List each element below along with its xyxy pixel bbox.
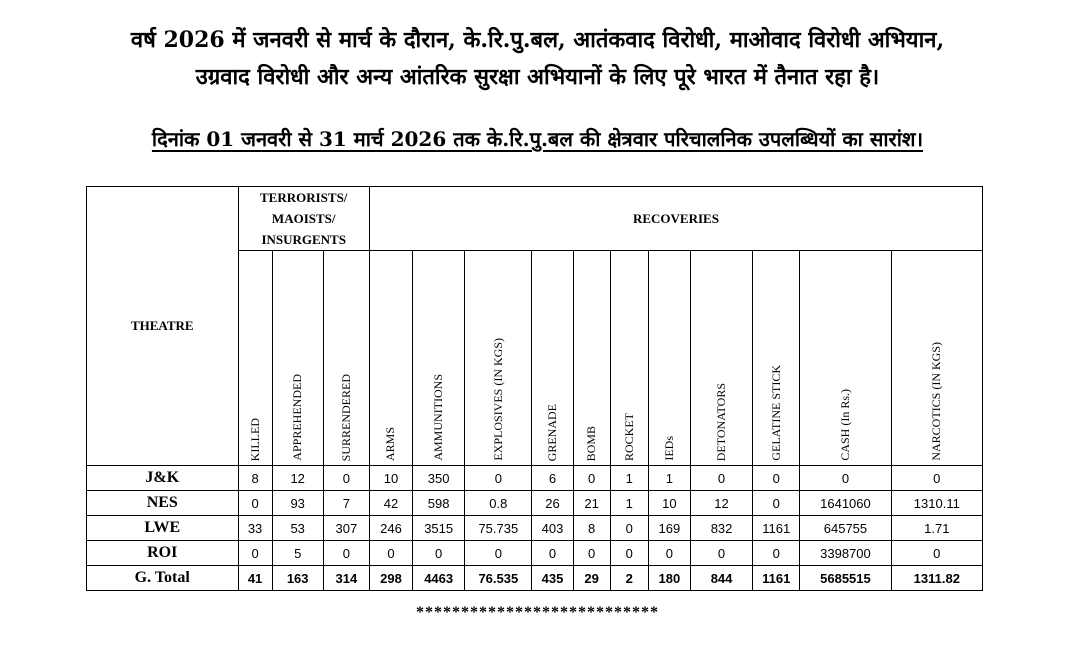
table-row: [87, 541, 983, 566]
value-cell: 0: [238, 541, 272, 566]
column-header: EXPLOSIVES (IN KGS): [465, 251, 532, 466]
value-cell: 41: [238, 566, 272, 591]
table-row: [87, 516, 983, 541]
value-cell: 403: [532, 516, 573, 541]
value-cell: 844: [690, 566, 752, 591]
value-cell: 307: [323, 516, 369, 541]
value-cell: 8: [238, 466, 272, 491]
value-cell: 180: [648, 566, 690, 591]
value-cell: 0: [465, 541, 532, 566]
value-cell: 53: [272, 516, 323, 541]
value-cell: 350: [413, 466, 465, 491]
value-cell: 2: [610, 566, 648, 591]
value-cell: 1161: [753, 566, 800, 591]
column-header: ROCKET: [610, 251, 648, 466]
column-header: KILLED: [238, 251, 272, 466]
value-cell: 0: [610, 541, 648, 566]
value-cell: 5: [272, 541, 323, 566]
table-title: [0, 124, 1075, 154]
value-cell: 4463: [413, 566, 465, 591]
column-header: GELATINE STICK: [753, 251, 800, 466]
table-title-text: दिनांक 01 जनवरी से 31 मार्च 2026 तक के.रि.पु.बल की क्षेत्रवार परिचालनिक उपलब्धियों का सारांश।: [151, 127, 924, 151]
group-header-row: [87, 187, 983, 251]
value-cell: 10: [648, 491, 690, 516]
intro-paragraph: [60, 22, 1015, 96]
value-cell: 5685515: [800, 566, 891, 591]
value-cell: 0: [238, 491, 272, 516]
value-cell: 1: [610, 466, 648, 491]
column-header: AMMUNITIONS: [413, 251, 465, 466]
value-cell: 1641060: [800, 491, 891, 516]
value-cell: 8: [573, 516, 610, 541]
theatre-cell: ROI: [87, 541, 239, 566]
theatre-header: THEATRE: [87, 187, 239, 466]
value-cell: 1: [648, 466, 690, 491]
value-cell: 1: [610, 491, 648, 516]
operations-summary-table: [86, 186, 983, 591]
table-row: [87, 491, 983, 516]
value-cell: 298: [369, 566, 412, 591]
column-header: DETONATORS: [690, 251, 752, 466]
value-cell: 0: [573, 541, 610, 566]
value-cell: 12: [272, 466, 323, 491]
column-header: GRENADE: [532, 251, 573, 466]
value-cell: 1311.82: [891, 566, 982, 591]
theatre-cell: NES: [87, 491, 239, 516]
terrorists-group-header: TERRORISTS/ MAOISTS/ INSURGENTS: [238, 187, 369, 251]
column-header: ARMS: [369, 251, 412, 466]
value-cell: 0: [800, 466, 891, 491]
column-header: APPREHENDED: [272, 251, 323, 466]
value-cell: 75.735: [465, 516, 532, 541]
value-cell: 435: [532, 566, 573, 591]
value-cell: 0: [753, 541, 800, 566]
value-cell: 0: [532, 541, 573, 566]
value-cell: 6: [532, 466, 573, 491]
value-cell: 0: [648, 541, 690, 566]
value-cell: 0.8: [465, 491, 532, 516]
column-header: BOMB: [573, 251, 610, 466]
value-cell: 10: [369, 466, 412, 491]
value-cell: 832: [690, 516, 752, 541]
value-cell: 645755: [800, 516, 891, 541]
intro-line-2: उग्रवाद विरोधी और अन्य आंतरिक सुरक्षा अभियानों के लिए पूरे भारत में तैनात रहा है।: [195, 64, 880, 90]
value-cell: 314: [323, 566, 369, 591]
intro-line-1: वर्ष 2026 में जनवरी से मार्च के दौरान, के.रि.पु.बल, आतंकवाद विरोधी, माओवाद विरोधी अभियान,: [130, 27, 945, 53]
value-cell: 0: [753, 491, 800, 516]
value-cell: 93: [272, 491, 323, 516]
value-cell: 21: [573, 491, 610, 516]
value-cell: 0: [369, 541, 412, 566]
grand-total-row: [87, 566, 983, 591]
value-cell: 0: [690, 466, 752, 491]
value-cell: 29: [573, 566, 610, 591]
column-header: NARCOTICS (IN KGS): [891, 251, 982, 466]
value-cell: 0: [753, 466, 800, 491]
value-cell: 1161: [753, 516, 800, 541]
value-cell: 163: [272, 566, 323, 591]
value-cell: 0: [465, 466, 532, 491]
value-cell: 0: [323, 466, 369, 491]
value-cell: 0: [891, 466, 982, 491]
value-cell: 0: [413, 541, 465, 566]
value-cell: 3515: [413, 516, 465, 541]
column-header: IEDs: [648, 251, 690, 466]
theatre-cell: G. Total: [87, 566, 239, 591]
value-cell: 26: [532, 491, 573, 516]
column-header: SURRENDERED: [323, 251, 369, 466]
value-cell: 12: [690, 491, 752, 516]
value-cell: 76.535: [465, 566, 532, 591]
value-cell: 0: [891, 541, 982, 566]
value-cell: 598: [413, 491, 465, 516]
value-cell: 1.71: [891, 516, 982, 541]
value-cell: 0: [573, 466, 610, 491]
column-header: CASH (In Rs.): [800, 251, 891, 466]
table-row: [87, 466, 983, 491]
value-cell: 7: [323, 491, 369, 516]
value-cell: 0: [323, 541, 369, 566]
theatre-cell: LWE: [87, 516, 239, 541]
recoveries-group-header: RECOVERIES: [369, 187, 982, 251]
value-cell: 33: [238, 516, 272, 541]
value-cell: 169: [648, 516, 690, 541]
value-cell: 0: [610, 516, 648, 541]
value-cell: 3398700: [800, 541, 891, 566]
value-cell: 0: [690, 541, 752, 566]
value-cell: 246: [369, 516, 412, 541]
footer-separator: ***************************: [416, 604, 659, 621]
value-cell: 1310.11: [891, 491, 982, 516]
theatre-cell: J&K: [87, 466, 239, 491]
value-cell: 42: [369, 491, 412, 516]
